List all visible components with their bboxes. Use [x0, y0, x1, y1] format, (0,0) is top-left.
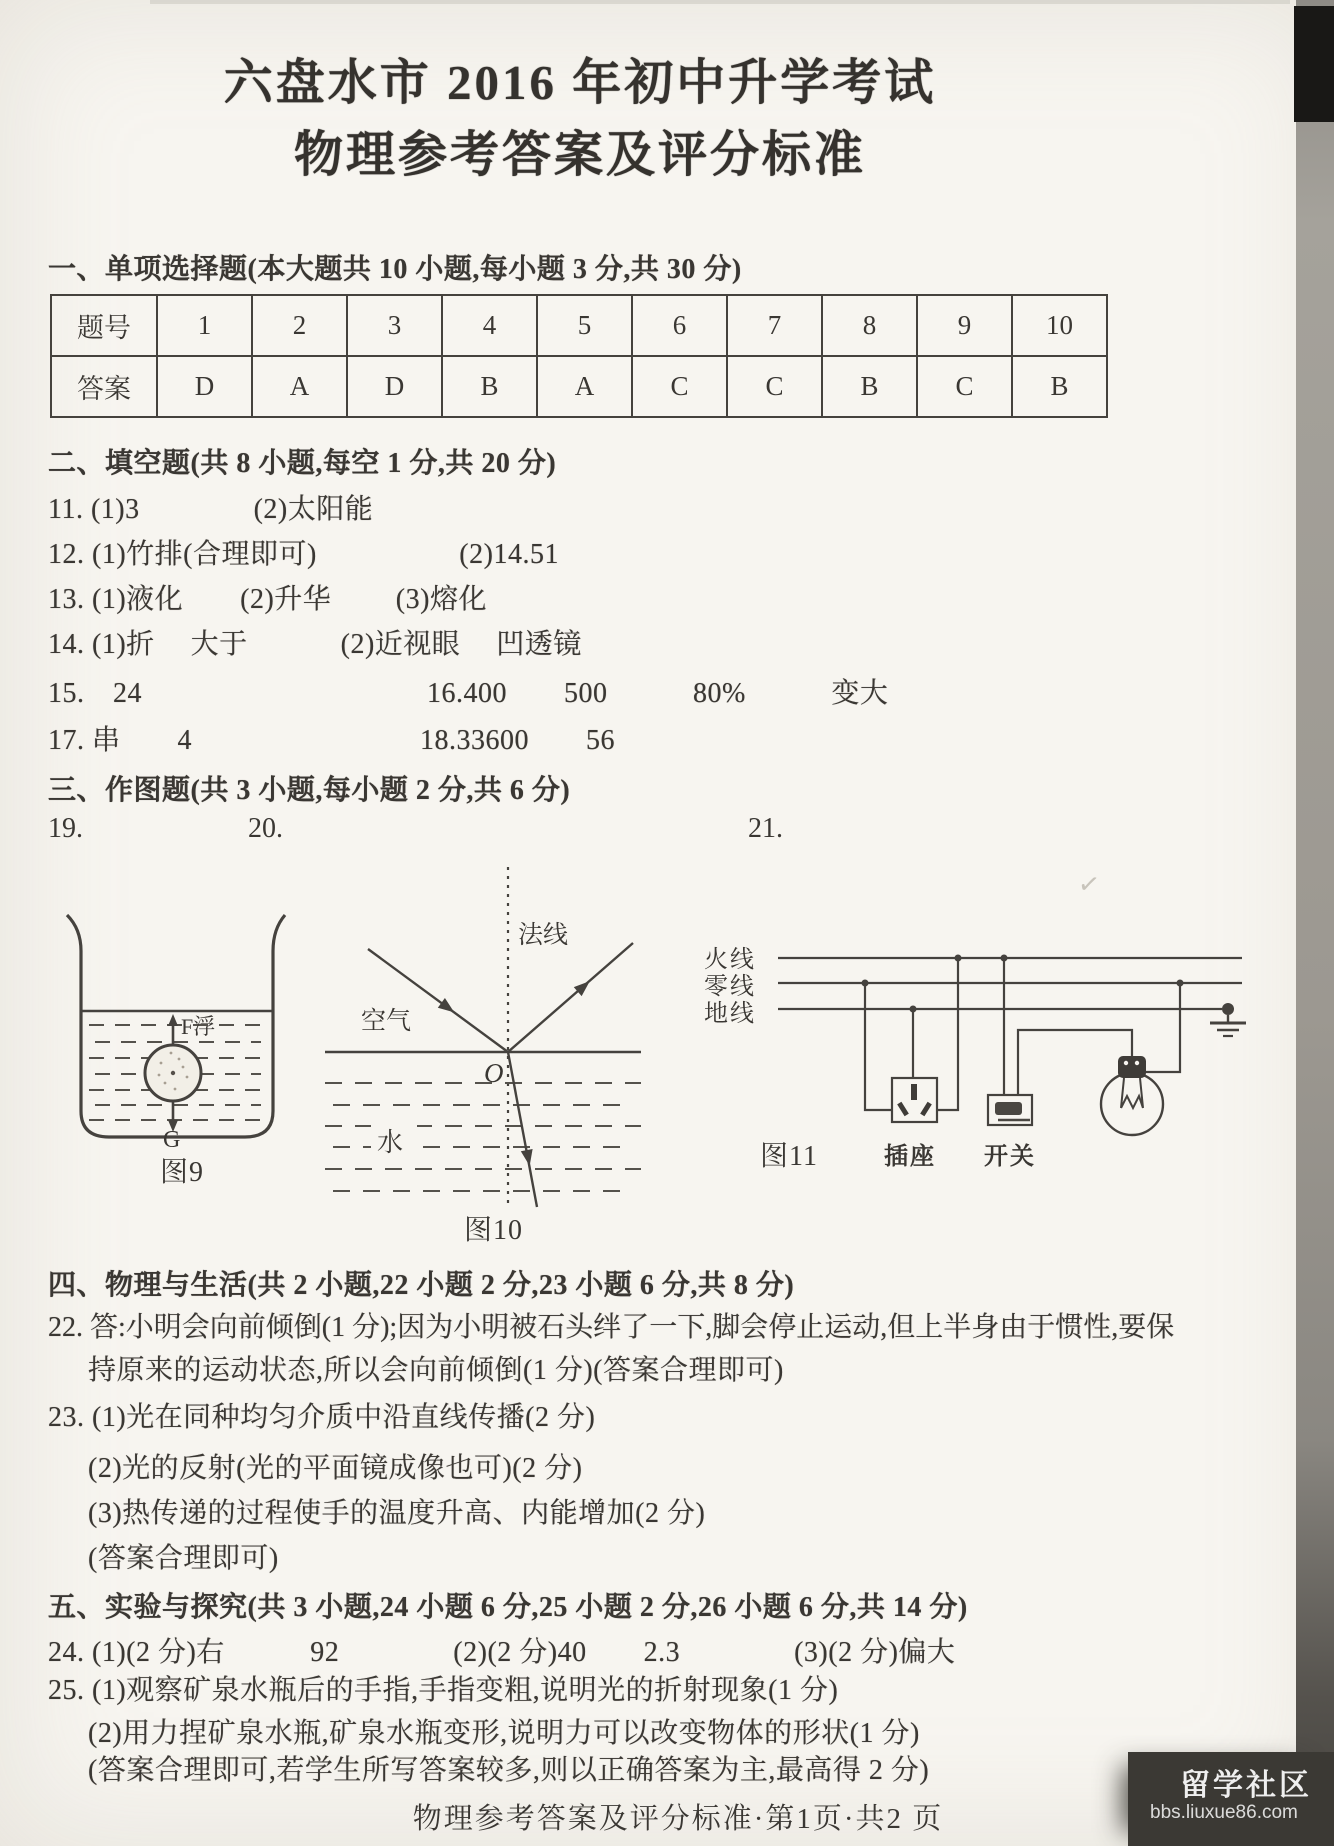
qnum-cell: 6 [632, 295, 727, 356]
answer-line-13: 13. (1)液化 (2)升华 (3)熔化 [48, 584, 487, 615]
answer-cell: D [347, 356, 442, 417]
live-wire-label: 火线 [704, 947, 756, 973]
ball-center-dot [171, 1071, 175, 1075]
answer-cell: C [727, 356, 822, 417]
gravity-force-label: G [163, 1127, 181, 1151]
qnum-cell: 1 [157, 295, 252, 356]
bulb-filament [1121, 1078, 1143, 1108]
scan-edge-strip [1296, 0, 1334, 1846]
answer-line-14: 14. (1)折 大于 (2)近视眼 凹透镜 [48, 629, 582, 660]
answer-line-12: 12. (1)竹排(合理即可) (2)14.51 [48, 539, 559, 570]
reflected-ray [508, 943, 633, 1052]
water-label: 水 [377, 1128, 404, 1157]
figure10-caption: 图10 [464, 1215, 524, 1246]
table-row-numbers [51, 295, 1107, 356]
figure11-caption: 图11 [760, 1141, 818, 1172]
neutral-wire-label: 零线 [704, 974, 756, 1000]
scan-edge-artifact [150, 0, 1290, 4]
answer-line-23-3: (3)热传递的过程使手的温度升高、内能增加(2 分) [88, 1498, 706, 1529]
qnum-cell: 9 [917, 295, 1012, 356]
answer-cell: D [157, 356, 252, 417]
section5-heading: 五、实验与探究(共 3 小题,24 小题 6 分,25 小题 2 分,26 小题 6 分,共 14 分) [48, 1592, 968, 1623]
table-row-answers [51, 356, 1107, 417]
page-title-line2: 物理参考答案及评分标准 [293, 127, 866, 182]
answer-cell: A [252, 356, 347, 417]
bulb-cap [1118, 1056, 1146, 1078]
switch-to-bulb-wire [1018, 1030, 1132, 1095]
answer-line-22b: 持原来的运动状态,所以会向前倾倒(1 分)(答案合理即可) [88, 1355, 784, 1386]
answer-cell: C [632, 356, 727, 417]
answer-line-25-1: 25. (1)观察矿泉水瓶后的手指,手指变粗,说明光的折射现象(1 分) [48, 1675, 839, 1706]
buoyancy-arrowhead [168, 1014, 178, 1026]
section3-heading: 三、作图题(共 3 小题,每小题 2 分,共 6 分) [48, 775, 571, 806]
qnum-cell: 5 [537, 295, 632, 356]
answer-cell: C [917, 356, 1012, 417]
socket-caption: 插座 [884, 1144, 936, 1170]
bulb-to-neutral-wire [1146, 983, 1180, 1072]
switch-toggle [995, 1102, 1022, 1115]
scan-edge-dark-block [1294, 6, 1334, 122]
qnum-cell: 2 [252, 295, 347, 356]
qnum-cell: 4 [442, 295, 537, 356]
section4-heading: 四、物理与生活(共 2 小题,22 小题 2 分,23 小题 6 分,共 8 分) [48, 1270, 795, 1301]
answer-line-23-4: (答案合理即可) [88, 1543, 279, 1574]
answer-line-25-2: (2)用力捏矿泉水瓶,矿泉水瓶变形,说明力可以改变物体的形状(1 分) [88, 1718, 920, 1749]
air-label: 空气 [361, 1008, 412, 1035]
pencil-check-artifact: ✓ [1076, 868, 1102, 901]
answer-cell: B [822, 356, 917, 417]
qnum-cell: 10 [1012, 295, 1107, 356]
watermark-site-name: 留学社区 [1180, 1769, 1312, 1802]
q20-label: 20. [248, 813, 283, 844]
answer-line-22a: 22. 答:小明会向前倾倒(1 分);因为小明被石头绊了一下,脚会停止运动,但上半身由于惯性,要保 [48, 1312, 1175, 1343]
answer-cell: A [537, 356, 632, 417]
answer-line-23-2: (2)光的反射(光的平面镜成像也可)(2 分) [88, 1453, 583, 1484]
page-footer: 物理参考答案及评分标准·第1页·共2 页 [412, 1803, 944, 1835]
qnum-cell: 8 [822, 295, 917, 356]
buoyancy-force-label: F浮 [181, 1014, 216, 1039]
row-header-number: 题号 [51, 295, 157, 356]
refracted-ray [508, 1052, 537, 1207]
figure9-beaker-diagram [55, 893, 295, 1151]
q19-label: 19. [48, 813, 83, 844]
row-header-answer: 答案 [51, 356, 157, 417]
earth-terminal-dot [1222, 1003, 1234, 1015]
figure9-caption: 图9 [160, 1157, 205, 1188]
answer-line-11: 11. (1)3 (2)太阳能 [48, 494, 374, 525]
qnum-cell: 7 [727, 295, 822, 356]
choice-answer-table [50, 294, 1108, 418]
answer-line-15-16: 15. 24 16.400 500 80% 变大 [48, 678, 889, 709]
incident-ray [368, 949, 508, 1052]
bulb-cap-dot [1135, 1061, 1139, 1065]
qnum-cell: 3 [347, 295, 442, 356]
ground-symbol [1210, 1015, 1246, 1036]
origin-label: O [484, 1058, 504, 1088]
normal-label: 法线 [518, 922, 569, 949]
section2-heading: 二、填空题(共 8 小题,每空 1 分,共 20 分) [48, 448, 557, 479]
answer-line-17-18: 17. 串 4 18.33600 56 [48, 725, 616, 756]
page-title-line1: 六盘水市 2016 年初中升学考试 [223, 55, 937, 110]
socket-slots [897, 1084, 932, 1116]
answer-line-25-3: (答案合理即可,若学生所写答案较多,则以正确答案为主,最高得 2 分) [88, 1755, 930, 1786]
answer-line-23-1: 23. (1)光在同种均匀介质中沿直线传播(2 分) [48, 1402, 596, 1433]
answer-line-24: 24. (1)(2 分)右 92 (2)(2 分)40 2.3 (3)(2 分)偏大 [48, 1637, 956, 1668]
answer-cell: B [1012, 356, 1107, 417]
figure10-refraction-diagram [285, 855, 653, 1245]
bulb-cap-dot [1124, 1061, 1128, 1065]
earth-wire-label: 地线 [704, 1001, 756, 1027]
watermark-site-url: bbs.liuxue86.com [1150, 1802, 1298, 1823]
switch-caption: 开关 [984, 1144, 1036, 1170]
answer-cell: B [442, 356, 537, 417]
q21-label: 21. [748, 813, 783, 844]
section1-heading: 一、单项选择题(本大题共 10 小题,每小题 3 分,共 30 分) [48, 254, 742, 285]
